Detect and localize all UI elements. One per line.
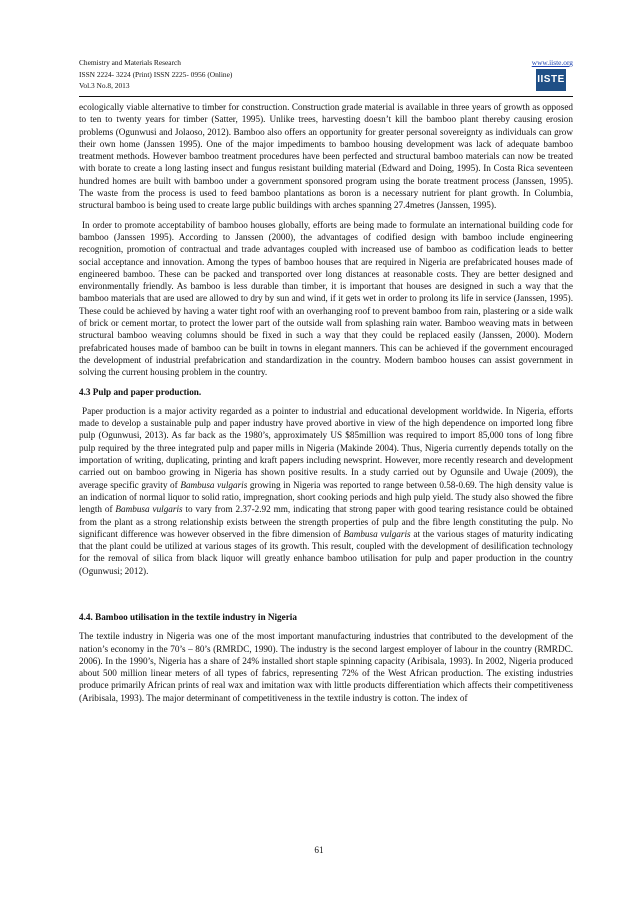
- journal-name: Chemistry and Materials Research: [79, 58, 182, 67]
- volume-line: Vol.3 No.8, 2013: [79, 81, 130, 90]
- running-header: [79, 57, 573, 92]
- text-segment: at the various stages of maturity indicating that the plant could be utilized at various stages of its growth. This result, coupled with the development of desilification technology for the removal of silica from black liquor will greatly enhance bamboo utilisation for pulp and paper production in the country (Ogunwusi; 2012).: [79, 528, 574, 576]
- text-segment: Paper production is a major activity regarded as a pointer to industrial and educational development worldwide. In Nigeria, efforts made to develop a sustainable pulp and paper industry have proved abortive in view of the high dependence on imported long fibre pulp (Ogunwusi, 2013). As far back as the 1980’s, approximately US $85million was required to import 85,000 tons of long fibre pulp required by the three integrated pulp and paper mills in Nigeria (Makinde 2004). Thus, Nigeria currently depends totally on the importation of writing, duplicating, printing and kraft papers including newsprint. However, more recently research and development carried out on bamboo growing in Nigeria has shown positive results. In a study carried out by Ogunsile and Uwaje (2009), the average specific gravity of: [79, 405, 573, 490]
- page-number: 61: [314, 845, 324, 855]
- paragraph-pulp-paper: [79, 405, 573, 577]
- species-name: Bambusa vulgaris: [180, 479, 248, 490]
- header-divider: [79, 96, 573, 97]
- paragraph-bamboo-timber: ecologically viable alternative to timber for construction. Construction grade material is available in three years of growth as opposed to ten to twenty years for timber (Satter, 1995). Unlike trees, harvesting doesn’t kill the bamboo plant thereby causing erosion problems (Ogunwusi and Jolaoso, 2012). Bamboo also offers an opportunity for greater personal sovereignty as individuals can grow their own home (Janssen 1995). One of the major impediments to bamboo housing development was lack of adequate bamboo treatment methods. However bamboo treatment procedures have been perfected and structural bamboo materials can now be treated with borate to create a long lasting insect and fungus resistant building material (Edward and Doing, 1995). In Costa Rica seventeen hundred homes are built with bamboo under a government sponsored program using the borate treatment process (Janssen, 1995). The waste from the process is used to feed bamboo plantations as boron is a necessary nutrient for plant growth. In Columbia, structural bamboo is being used to create large public buildings with arches spanning 27.4metres (Janssen, 1995).: [79, 102, 573, 211]
- issn-line: ISSN 2224- 3224 (Print) ISSN 2225- 0956 (Online): [79, 69, 233, 79]
- paragraph-building-code: In order to promote acceptability of bamboo houses globally, efforts are being made to formulate an international building code for bamboo (Janssen 1995). According to Janssen (2000), the advantages of codified design with bamboo include engineering recognition, promotion of contractual and trade advantages coupled with increased use of bamboo as codification leads to better social acceptance and innovation. Among the types of bamboo houses that are required in Nigeria are prefabricated houses made of engineered bamboo. These can be packed and transported over long distances at reasonable costs. They are better designed and environmentally friendly. As bamboo is less durable than timber, it is important that houses are designed in such a way that the bamboo materials that are used are allowed to dry by sun and wind, if it gets wet in order to prolong its life in service (Janssen, 1995). These could be achieved by having a water tight roof with an overhanging roof to prevent bamboo from rain, plastering or a side walk of brick or cement mortar, to protect the lower part of the outside wall from splashing rain water. Bamboo weaving mats in between structural bamboo weaving columns should be fixed in such a way that they could be replaced easily (Janssen, 2000). Modern prefabricated houses made of bamboo can be built in towns in elegant manners. This can be achieved if the government encouraged the development of industrial prefabrication and standardization in the country. Modern bamboo houses can assist government in solving the current housing problem in the country.: [79, 219, 573, 378]
- iiste-logo: IISTE: [536, 69, 566, 91]
- journal-url-link[interactable]: www.iiste.org: [531, 58, 573, 67]
- species-name: Bambusa vulgaris: [115, 504, 183, 515]
- text-segment: to vary from 2.37-2.92 mm, indicating that strong paper with good tearing resistance could be obtained from the plant as a strong relationship exists between the strength properties of pulp and the fibre length constituting the pulp. No significant difference was however observed in the fibre dimension of: [79, 504, 574, 539]
- species-name: Bambusa vulgaris: [343, 528, 411, 539]
- section-heading-textile: 4.4. Bamboo utilisation in the textile industry in Nigeria: [79, 611, 297, 622]
- text-segment: growing in Nigeria was reported to range between 0.58-0.69. The high density value is an indication of normal liquor to solid ratio, impregnation, short cooking periods and high pulp yield. The study also showed the fibre length of: [79, 479, 573, 515]
- paragraph-textile: The textile industry in Nigeria was one of the most important manufacturing industries that contributed to the development of the nation’s economy in the 70’s – 80’s (RMRDC, 1990). The industry is the second largest employer of labour in the country (RMRDC. 2006). In the 1990’s, Nigeria has a share of 24% installed short staple spinning capacity (Aribisala, 1993). In 2002, Nigeria produced about 500 million linear meters of all types of fabrics, representing 72% of the West African production. The existing industries produce primarily African prints of real wax and imitation wax with little products differentiation which affects their competitiveness (Aribisala, 1993). The major determinant of competitiveness in the textile industry is cotton. The index of: [79, 631, 573, 703]
- article-body: [79, 101, 573, 704]
- section-heading-pulp-paper: 4.3 Pulp and paper production.: [79, 386, 202, 397]
